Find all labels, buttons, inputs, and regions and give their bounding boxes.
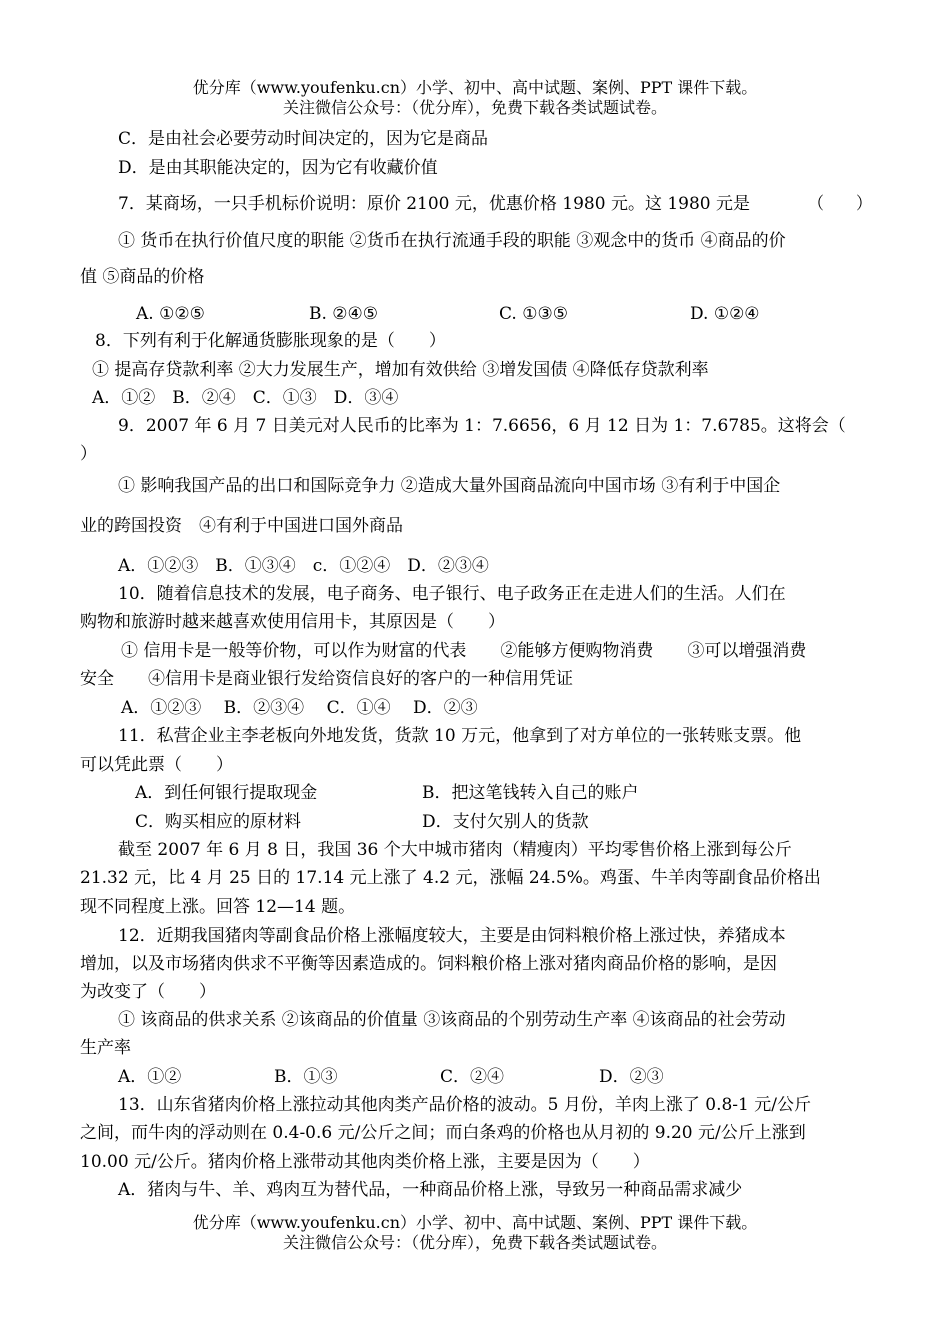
q8-stem: 8．下列有利于化解通货膨胀现象的是（ ）	[95, 331, 446, 351]
q9-items-line-2: 业的跨国投资 ④有利于中国进口国外商品	[80, 516, 403, 536]
q7-stem: 7．某商场，一只手机标价说明：原价 2100 元，优惠价格 1980 元。这 1980 元是	[118, 194, 751, 214]
q12-option-c: C．②④	[440, 1067, 505, 1087]
q11-stem-line-2: 可以凭此票（ ）	[80, 755, 233, 775]
q9-options: A．①②③ B．①③④ c．①②④ D．②③④	[118, 556, 489, 576]
q13-stem-line-1: 13．山东省猪肉价格上涨拉动其他肉类产品价格的波动。5 月份，羊肉上涨了 0.8-1 元/公斤	[118, 1095, 811, 1115]
q11-stem-line-1: 11．私营企业主李老板向外地发货，货款 10 万元，他拿到了对方单位的一张转账支票。他	[118, 726, 802, 746]
q11-option-a: A．到任何银行提取现金	[135, 783, 318, 803]
q11-option-c: C．购买相应的原材料	[135, 812, 302, 832]
material-line-3: 现不同程度上涨。回答 12—14 题。	[80, 897, 356, 917]
q12-stem-line-3: 为改变了（ ）	[80, 982, 216, 1002]
footer-line-1: 优分库（www.youfenku.cn）小学、初中、高中试题、案例、PPT 课件下载。	[192, 1213, 758, 1232]
q6-option-d: D．是由其职能决定的，因为它有收藏价值	[118, 158, 438, 178]
q12-items-line-2: 生产率	[80, 1038, 131, 1058]
q12-items-line-1: ① 该商品的供求关系 ②该商品的价值量 ③该商品的个别劳动生产率 ④该商品的社会劳动	[118, 1010, 786, 1030]
q9-items-line-1: ① 影响我国产品的出口和国际竞争力 ②造成大量外国商品流向中国市场 ③有利于中国企	[118, 476, 781, 496]
q12-option-b: B．①③	[274, 1067, 338, 1087]
q13-stem-line-3: 10.00 元/公斤。猪肉价格上涨带动其他肉类价格上涨，主要是因为（ ）	[80, 1152, 650, 1172]
q13-stem-line-2: 之间，而牛肉的浮动则在 0.4-0.6 元/公斤之间；而白条鸡的价格也从月初的 9.20 元/公斤上涨到	[80, 1123, 806, 1143]
footer-line-2: 关注微信公众号：（优分库），免费下载各类试题试卷。	[282, 1233, 667, 1252]
q12-stem-line-1: 12．近期我国猪肉等副食品价格上涨幅度较大，主要是由饲料粮价格上涨过快，养猪成本	[118, 926, 786, 946]
q7-option-c: C. ①③⑤	[499, 304, 568, 324]
header-line-2: 关注微信公众号：（优分库），免费下载各类试题试卷。	[282, 98, 667, 117]
q10-options: A．①②③ B．②③④ C．①④ D．②③	[121, 698, 478, 718]
q8-options: A．①② B．②④ C．①③ D．③④	[92, 388, 399, 408]
q13-option-a: A．猪肉与牛、羊、鸡肉互为替代品，一种商品价格上涨，导致另一种商品需求减少	[118, 1180, 743, 1200]
q10-stem-line-1: 10．随着信息技术的发展，电子商务、电子银行、电子政务正在走进人们的生活。人们在	[118, 584, 786, 604]
header-line-1: 优分库（www.youfenku.cn）小学、初中、高中试题、案例、PPT 课件下载。	[192, 78, 758, 97]
q12-option-a: A．①②	[118, 1067, 182, 1087]
q11-option-d: D．支付欠别人的货款	[422, 812, 589, 832]
q9-stem-line-2: ）	[80, 444, 97, 464]
q7-option-d: D. ①②④	[690, 304, 760, 324]
q7-items-line-1: ① 货币在执行价值尺度的职能 ②货币在执行流通手段的职能 ③观念中的货币 ④商品的价	[118, 231, 786, 251]
material-line-1: 截至 2007 年 6 月 8 日，我国 36 个大中城市猪肉（精瘦肉）平均零售价格上涨到每公斤	[118, 840, 792, 860]
q7-items-line-2: 值 ⑤商品的价格	[80, 267, 205, 287]
q7-option-b: B. ②④⑤	[309, 304, 379, 324]
q12-option-d: D．②③	[599, 1067, 664, 1087]
q8-items: ① 提高存贷款利率 ②大力发展生产，增加有效供给 ③增发国债 ④降低存贷款利率	[92, 360, 709, 380]
q7-option-a: A. ①②⑤	[136, 304, 205, 324]
q6-option-c: C．是由社会必要劳动时间决定的，因为它是商品	[118, 129, 489, 149]
q10-items-line-1: ① 信用卡是一般等价物，可以作为财富的代表 ②能够方便购物消费 ③可以增强消费	[121, 641, 807, 661]
q7-answer-paren: （ ）	[808, 194, 872, 214]
q12-stem-line-2: 增加，以及市场猪肉供求不平衡等因素造成的。饲料粮价格上涨对猪肉商品价格的影响，是因	[80, 954, 777, 974]
q9-stem-line-1: 9．2007 年 6 月 7 日美元对人民币的比率为 1：7.6656，6 月 12 日为 1：7.6785。这将会（	[118, 416, 846, 436]
q10-stem-line-2: 购物和旅游时越来越喜欢使用信用卡，其原因是（ ）	[80, 612, 505, 632]
material-line-2: 21.32 元，比 4 月 25 日的 17.14 元上涨了 4.2 元，涨幅 24.5%。鸡蛋、牛羊肉等副食品价格出	[80, 868, 821, 888]
q10-items-line-2: 安全 ④信用卡是商业银行发给资信良好的客户的一种信用凭证	[80, 669, 573, 689]
q11-option-b: B．把这笔钱转入自己的账户	[422, 783, 639, 803]
